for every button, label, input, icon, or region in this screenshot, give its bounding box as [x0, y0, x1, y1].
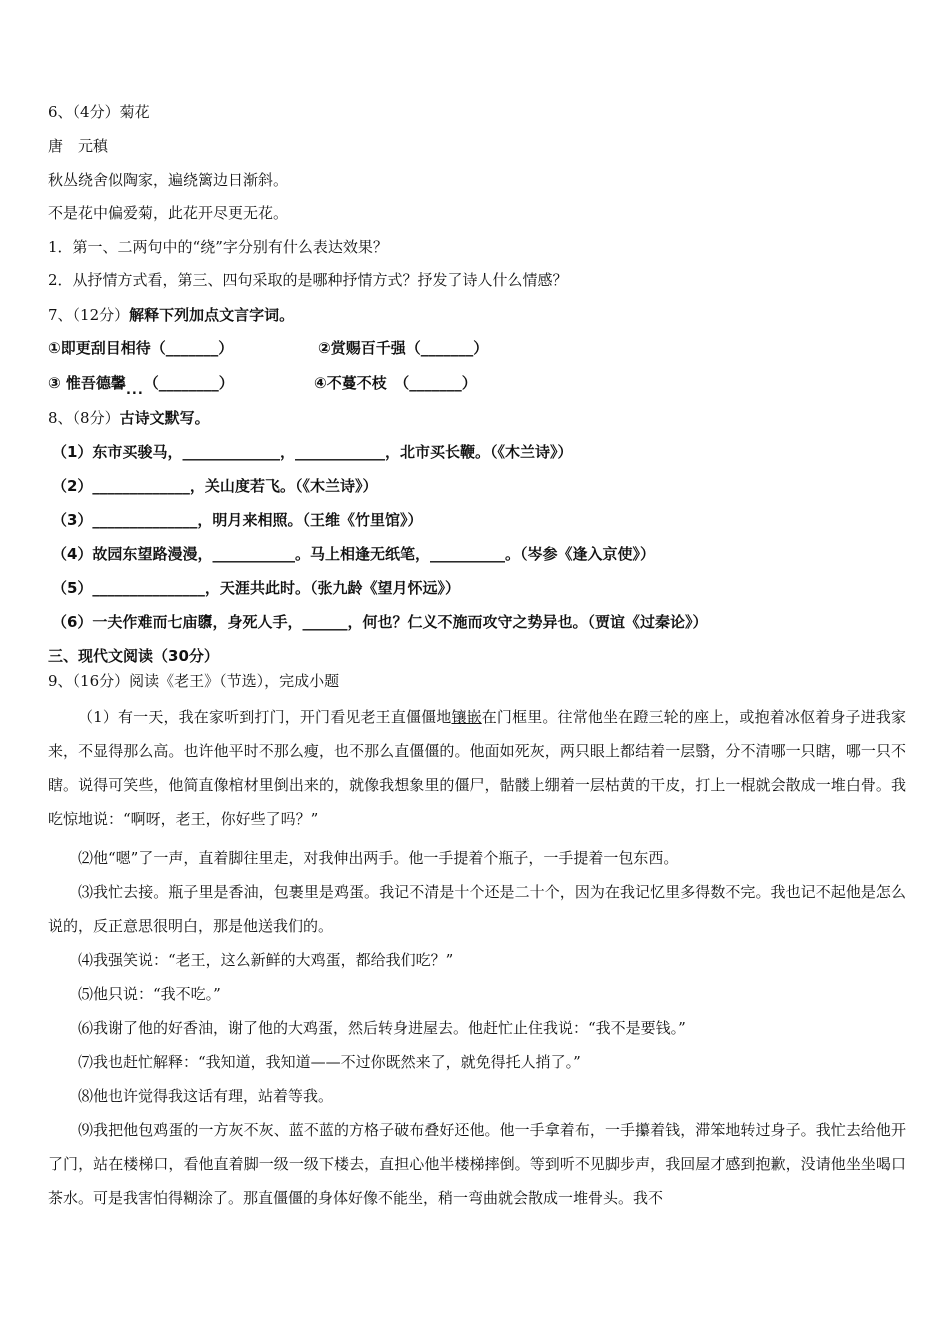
q7-item-4: ④不蔓不枝 （_______） — [314, 374, 477, 392]
poem-line-1: 秋丛绕舍似陶家，遍绕篱边日渐斜。 — [48, 171, 289, 189]
q8-item-3: （3）______________，明月来相照。（王维《竹里馆》） — [52, 511, 423, 529]
q8-item-4: （4）故园东望路漫漫，___________。马上相逢无纸笔，__________。（岑参《逢入京使》） — [52, 545, 655, 563]
passage-paragraph-4: ⑷我强笑说：“老王，这么新鲜的大鸡蛋，都给我们吃？” — [78, 951, 454, 969]
q7-number: 7、（12分） — [48, 306, 130, 324]
poem-author: 唐 元稹 — [48, 137, 109, 155]
q6-subquestion-1: 1．第一、二两句中的“绕”字分别有什么表达效果？ — [48, 238, 388, 256]
q8-item-5: （5）_______________，天涯共此时。（张九龄《望月怀远》） — [52, 579, 460, 597]
passage-paragraph-9: ⑼我把他包鸡蛋的一方灰不灰、蓝不蓝的方格子破布叠好还他。他一手拿着布，一手攥着钱，滞笨地转过身子。我忙去给他开了门，站在楼梯口，看他直着脚一级一级下楼去，直担心他半楼梯摔倒。等到听不见脚步声，我回屋才感到抱歉，没请他坐坐喝口茶水。可是我害怕得糊涂了。那直僵僵的身体好像不能坐，稍一弯曲就会散成一堆骨头。我不 — [48, 1121, 906, 1207]
q7-item-3-dots: ... — [125, 383, 144, 398]
q8-item-6: （6）一夫作难而七庙隳，身死人手，______，何也？仁义不施而攻守之势异也。（贾谊《过秦论》） — [52, 613, 708, 631]
section-3-title: 三、现代文阅读（30分） — [48, 647, 219, 665]
poem-line-2: 不是花中偏爱菊，此花开尽更无花。 — [48, 204, 289, 222]
p1-underlined-word: 镶嵌 — [451, 708, 482, 726]
q8-number: 8、（8分） — [48, 409, 120, 427]
q7-instruction: 解释下列加点文言字词。 — [129, 306, 295, 324]
q7-item-3 — [48, 373, 234, 398]
passage-paragraph-1 — [48, 700, 906, 836]
p1-text-after: 在门框里。往常他坐在蹬三轮的座上，或抱着冰伛着身子进我家来，不显得那么高。也许他平时不那么瘦，也不那么直僵僵的。他面如死灰，两只眼上都结着一层翳，分不清哪一只瞎，哪一只不瞎。说得可笑些，他简直像棺材里倒出来的，就像我想象里的僵尸，骷髅上绷着一层枯黄的干皮，打上一棍就会散成一堆白骨。我吃惊地说：“啊呀，老王，你好些了吗？” — [48, 708, 906, 828]
passage-paragraph-5: ⑸他只说：“我不吃。” — [78, 985, 221, 1003]
q6-header: 6、（4分）菊花 — [48, 103, 150, 121]
q7-item-3-text: ③ 惟吾德馨 — [48, 374, 126, 392]
p1-text-before: （1）有一天，我在家听到打门，开门看见老王直僵僵地 — [78, 708, 452, 726]
passage-paragraph-3: ⑶我忙去接。瓶子里是香油，包裹里是鸡蛋。我记不清是十个还是二十个，因为在我记忆里多得数不完。我也记不起他是怎么说的，反正意思很明白，那是他送我们的。 — [48, 883, 906, 935]
q8-item-1: （1）东市买骏马，_____________，____________，北市买长鞭。（《木兰诗》） — [52, 443, 573, 461]
passage-paragraph-6: ⑹我谢了他的好香油，谢了他的大鸡蛋，然后转身进屋去。他赶忙止住我说：“我不是要钱。” — [78, 1019, 686, 1037]
q7-item-2: ②赏赐百千强（_______） — [318, 339, 489, 357]
q6-subquestion-2: 2．从抒情方式看，第三、四句采取的是哪种抒情方式？抒发了诗人什么情感？ — [48, 271, 568, 289]
q8-item-2: （2）_____________，关山度若飞。（《木兰诗》） — [52, 477, 378, 495]
q7-item-1: ①即更刮目相待（_______） — [48, 339, 234, 357]
q7-header — [48, 305, 294, 325]
q8-instruction: 古诗文默写。 — [119, 409, 210, 427]
q8-header — [48, 408, 210, 428]
passage-paragraph-2: ⑵他“嗯”了一声，直着脚往里走，对我伸出两手。他一手提着个瓶子，一手提着一包东西。 — [78, 849, 679, 867]
q9-header: 9、（16分）阅读《老王》（节选），完成小题 — [48, 672, 340, 690]
passage-paragraph-7: ⑺我也赶忙解释：“我知道，我知道——不过你既然来了，就免得托人捎了。” — [78, 1053, 581, 1071]
q7-item-3-blank: （________） — [143, 374, 234, 392]
passage-paragraph-8: ⑻他也许觉得我这话有理，站着等我。 — [78, 1087, 334, 1105]
